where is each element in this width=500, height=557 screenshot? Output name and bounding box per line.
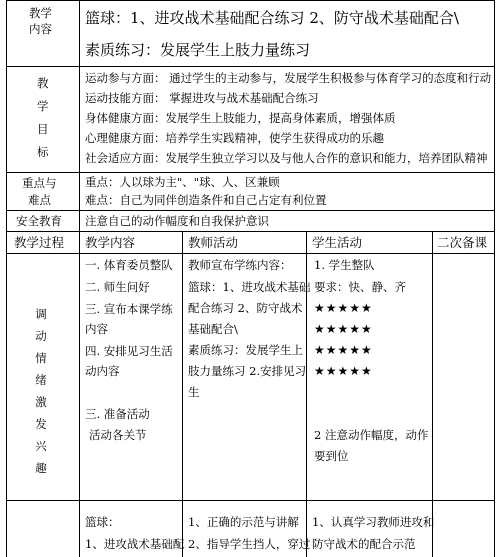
teacher-item: 素质练习：发展学生上: [188, 343, 303, 357]
content-line2: 素质练习：发展学生上肢力量练习: [85, 41, 311, 59]
teacher-item: 1、正确的示范与讲解: [188, 515, 299, 529]
student-item: 1、认真学习教师进攻和: [312, 515, 435, 529]
formation-stars: ★★★★★: [314, 301, 373, 315]
student-note: 要到位: [314, 449, 349, 463]
content-item: 三. 准备活动: [85, 407, 150, 421]
objective-line: 社会适应方面：发展学生独立学习以及与他人合作的意识和能力，培养团队精神: [85, 151, 488, 165]
header-student: 学生活动: [312, 235, 363, 250]
content-item: 篮球：: [85, 515, 120, 529]
content-item: 活动各关节: [89, 428, 147, 442]
content-item: 动内容: [85, 364, 120, 378]
student-item: 防守战术的配合示范: [312, 537, 416, 551]
header-second: 二次备课: [437, 235, 488, 250]
formation-stars: ★★★★★: [314, 343, 373, 357]
teacher-item: 基础配合\: [188, 322, 238, 336]
rule: [494, 0, 495, 557]
difficulty-line: 难点：自己为同伴创造条件和自己占定有利位置: [85, 193, 327, 207]
teacher-item: 篮球：1、进攻战术基础: [188, 280, 311, 294]
content-item: 三. 宣布本课学练: [85, 302, 173, 316]
rule: [432, 231, 433, 557]
header-process: 教学过程: [14, 235, 65, 250]
teacher-item: 教师宣布学练内容：: [188, 258, 292, 272]
content-item: 四. 安排见习生活: [85, 344, 173, 358]
objectives-label-2: 学: [37, 99, 49, 113]
rule: [79, 0, 80, 557]
teacher-item: 2、指导学生挡人，穿过: [188, 537, 311, 551]
content-item: 1、进攻战术基础配: [85, 537, 185, 551]
keypoints-label-line1: 重点与: [22, 176, 57, 190]
student-item: 1. 学生整队: [314, 258, 375, 272]
student-note: 2 注意动作幅度，动作: [314, 428, 429, 442]
teacher-item: 配合练习 2、防守战术: [188, 301, 303, 315]
objective-line: 身体健康方面：发展学生上肢能力，提高身体素质，增强体质: [85, 111, 396, 125]
objective-line: 运动参与方面： 通过学生的主动参与，发展学生积极参与体育学习的态度和行动: [85, 71, 492, 85]
objectives-label-4: 标: [37, 145, 49, 159]
objective-line: 心理健康方面：培养学生实践精神，使学生获得成功的乐趣: [85, 131, 384, 145]
student-item: 要求：快、静、齐: [314, 280, 406, 294]
keypoints-label-line2: 难点: [28, 193, 51, 207]
rule: [6, 0, 7, 557]
header-teacher: 教师活动: [188, 235, 239, 250]
safety-text: 注意自己的动作幅度和自我保护意识: [85, 214, 269, 228]
content-item: 一. 体育委员整队: [85, 258, 173, 272]
section1-label: 调动情绪激发兴趣: [35, 307, 47, 475]
content-item: 二. 师生问好: [85, 280, 150, 294]
content-label-line2: 内容: [29, 22, 52, 36]
content-line1: 篮球：1、进攻战术基础配合练习 2、防守战术基础配合\: [85, 9, 459, 27]
formation-stars: ★★★★★: [314, 364, 373, 378]
objective-line: 运动技能方面： 掌握进攻与战术基础配合练习: [85, 91, 319, 105]
header-content: 教学内容: [85, 235, 136, 250]
teacher-item: 生: [188, 385, 200, 399]
content-label-line1: 教学: [29, 6, 52, 20]
objectives-label-3: 目: [37, 122, 49, 136]
content-item: 内容: [85, 322, 108, 336]
rule: [182, 231, 183, 557]
formation-stars: ★★★★★: [314, 322, 373, 336]
teacher-item: 肢力量练习 2.安排见习: [188, 364, 307, 378]
objectives-label-1: 教: [37, 76, 49, 90]
keypoint-line: 重点：人以球为主"、"球、人、区兼顾: [85, 175, 280, 189]
safety-label: 安全教育: [16, 214, 62, 228]
